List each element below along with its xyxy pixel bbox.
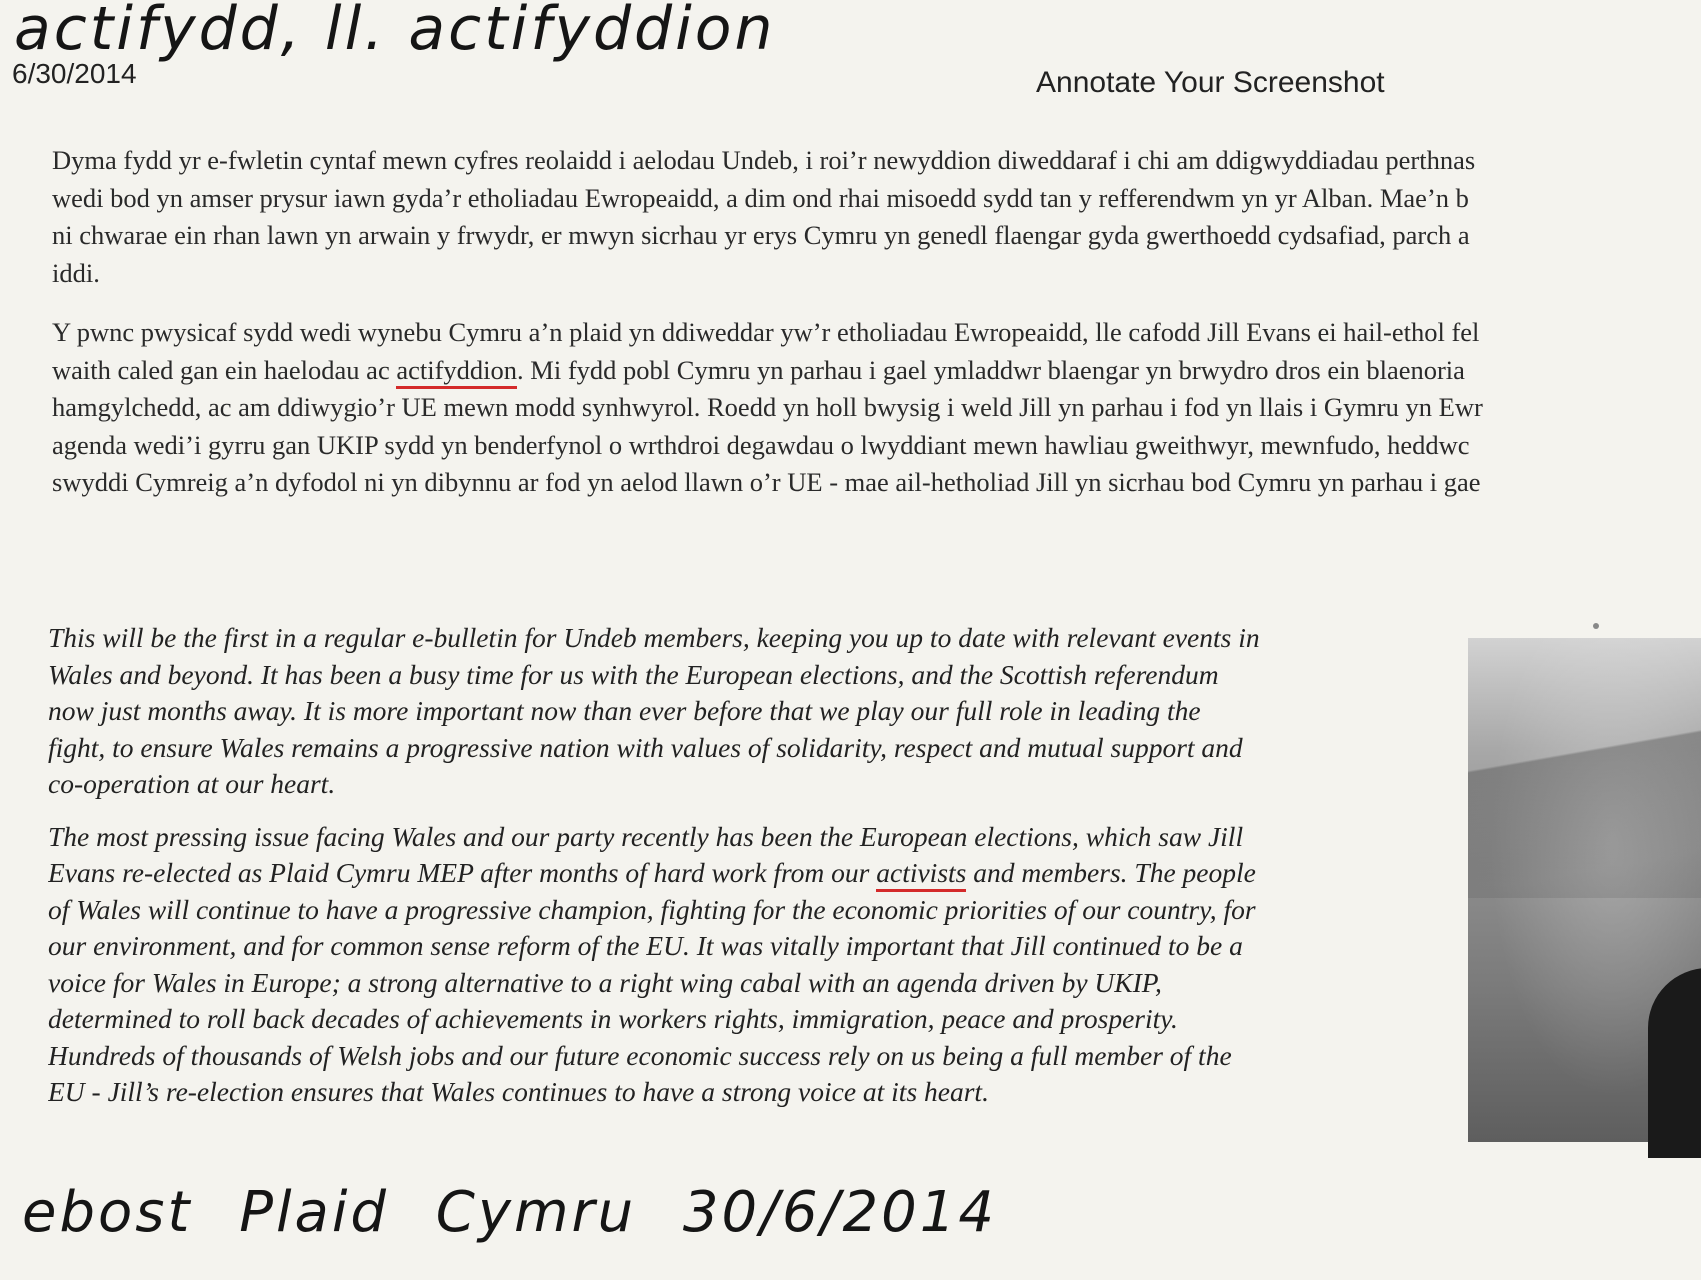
english-p2-line: our environment, and for common sense reform of the EU. It was vitally important that Jill continued to be a: [48, 930, 1243, 961]
welsh-p1-line: wedi bod yn amser prysur iawn gyda’r etholiadau Ewropeaidd, a dim ond rhai misoedd sydd tan y refferendwm yn yr Alban. Mae’n b: [52, 182, 1469, 213]
english-p2-line: determined to roll back decades of achievements in workers rights, immigration, peace and prosperity.: [48, 1003, 1178, 1034]
english-p1-line: This will be the first in a regular e-bulletin for Undeb members, keeping you up to date with relevant events in: [48, 622, 1260, 653]
landscape-photo: [1468, 638, 1701, 1142]
welsh-paragraph-1: [52, 142, 1701, 292]
english-p2-line: [48, 855, 1448, 892]
english-p2-line: Hundreds of thousands of Welsh jobs and our future economic success rely on us being a full member of the: [48, 1039, 1232, 1071]
underlined-word-activists: activists: [876, 857, 966, 892]
welsh-p2-line: [52, 352, 1701, 390]
photo-speck: [1593, 623, 1599, 629]
handwritten-note-top: actifydd, ll. actifyddion: [14, 0, 776, 64]
english-p1-line: now just months away. It is more important now than ever before that we play our full role in leading the: [48, 695, 1201, 726]
english-p1-line: Wales and beyond. It has been a busy time for us with the European elections, and the Scottish referendum: [48, 658, 1219, 690]
underlined-word-actifyddion: actifyddion: [396, 355, 517, 389]
welsh-p2-line: agenda wedi’i gyrru gan UKIP sydd yn benderfynol o wrthdroi degawdau o lwyddiant mewn hawliau gweithwyr, mewnfudo, heddwc: [52, 429, 1470, 460]
english-paragraph-1: [48, 620, 1448, 803]
english-p1-line: fight, to ensure Wales remains a progressive nation with values of solidarity, respect and mutual support and: [48, 731, 1243, 763]
header-date: 6/30/2014: [12, 58, 137, 89]
photo-person-silhouette: [1648, 968, 1701, 1158]
photo-hills: [1468, 698, 1701, 898]
english-p2-text: Evans re-elected as Plaid Cymru MEP after months of hard work from our: [48, 857, 877, 888]
welsh-p1-line: iddi.: [52, 257, 100, 288]
welsh-p2-text: waith caled gan ein haelodau ac: [52, 354, 397, 385]
english-p2-line: The most pressing issue facing Wales and our party recently has been the European elections, which saw Jill: [48, 820, 1244, 852]
header-title: Annotate Your Screenshot: [1036, 66, 1385, 99]
english-text-block: [48, 620, 1448, 1127]
english-p2-line: voice for Wales in Europe; a strong alternative to a right wing cabal with an agenda driven by UKIP,: [48, 966, 1162, 998]
welsh-p1-line: Dyma fydd yr e-fwletin cyntaf mewn cyfres reolaidd i aelodau Undeb, i roi’r newyddion diweddaraf i chi am ddigwyddiadau perthnas: [52, 145, 1476, 175]
welsh-text-block: [52, 142, 1701, 524]
welsh-p2-line: Y pwnc pwysicaf sydd wedi wynebu Cymru a’n plaid yn ddiweddar yw’r etholiadau Ewropeaidd, lle cafodd Jill Evans ei hail-ethol fel: [52, 317, 1480, 347]
english-p2-line: EU - Jill’s re-election ensures that Wales continues to have a strong voice at its heart.: [48, 1076, 989, 1107]
welsh-p2-line: hamgylchedd, ac am ddiwygio’r UE mewn modd synhwyrol. Roedd yn holl bwysig i weld Jill yn parhau i fod yn llais i Gymru yn Ewr: [52, 392, 1483, 422]
english-p2-text: and members. The people: [966, 857, 1256, 888]
handwritten-note-bottom: ebost Plaid Cymru 30/6/2014: [22, 1180, 997, 1245]
english-p1-line: co-operation at our heart.: [48, 768, 336, 799]
welsh-p1-line: ni chwarae ein rhan lawn yn arwain y frwydr, er mwyn sicrhau yr erys Cymru yn genedl flaengar gyda gwerthoedd cydsafiad, parch a: [52, 220, 1470, 250]
welsh-p2-text: . Mi fydd pobl Cymru yn parhau i gael ymladdwr blaengar yn brwydro dros ein blaenoria: [517, 354, 1465, 385]
welsh-p2-line: swyddi Cymreig a’n dyfodol ni yn dibynnu ar fod yn aelod llawn o’r UE - mae ail-hetholiad Jill yn sicrhau bod Cymru yn parhau i gae: [52, 467, 1481, 497]
english-paragraph-2: [48, 819, 1448, 1111]
welsh-paragraph-2: [52, 314, 1701, 502]
english-p2-line: of Wales will continue to have a progressive champion, fighting for the economic priorities of our country, for: [48, 893, 1256, 925]
